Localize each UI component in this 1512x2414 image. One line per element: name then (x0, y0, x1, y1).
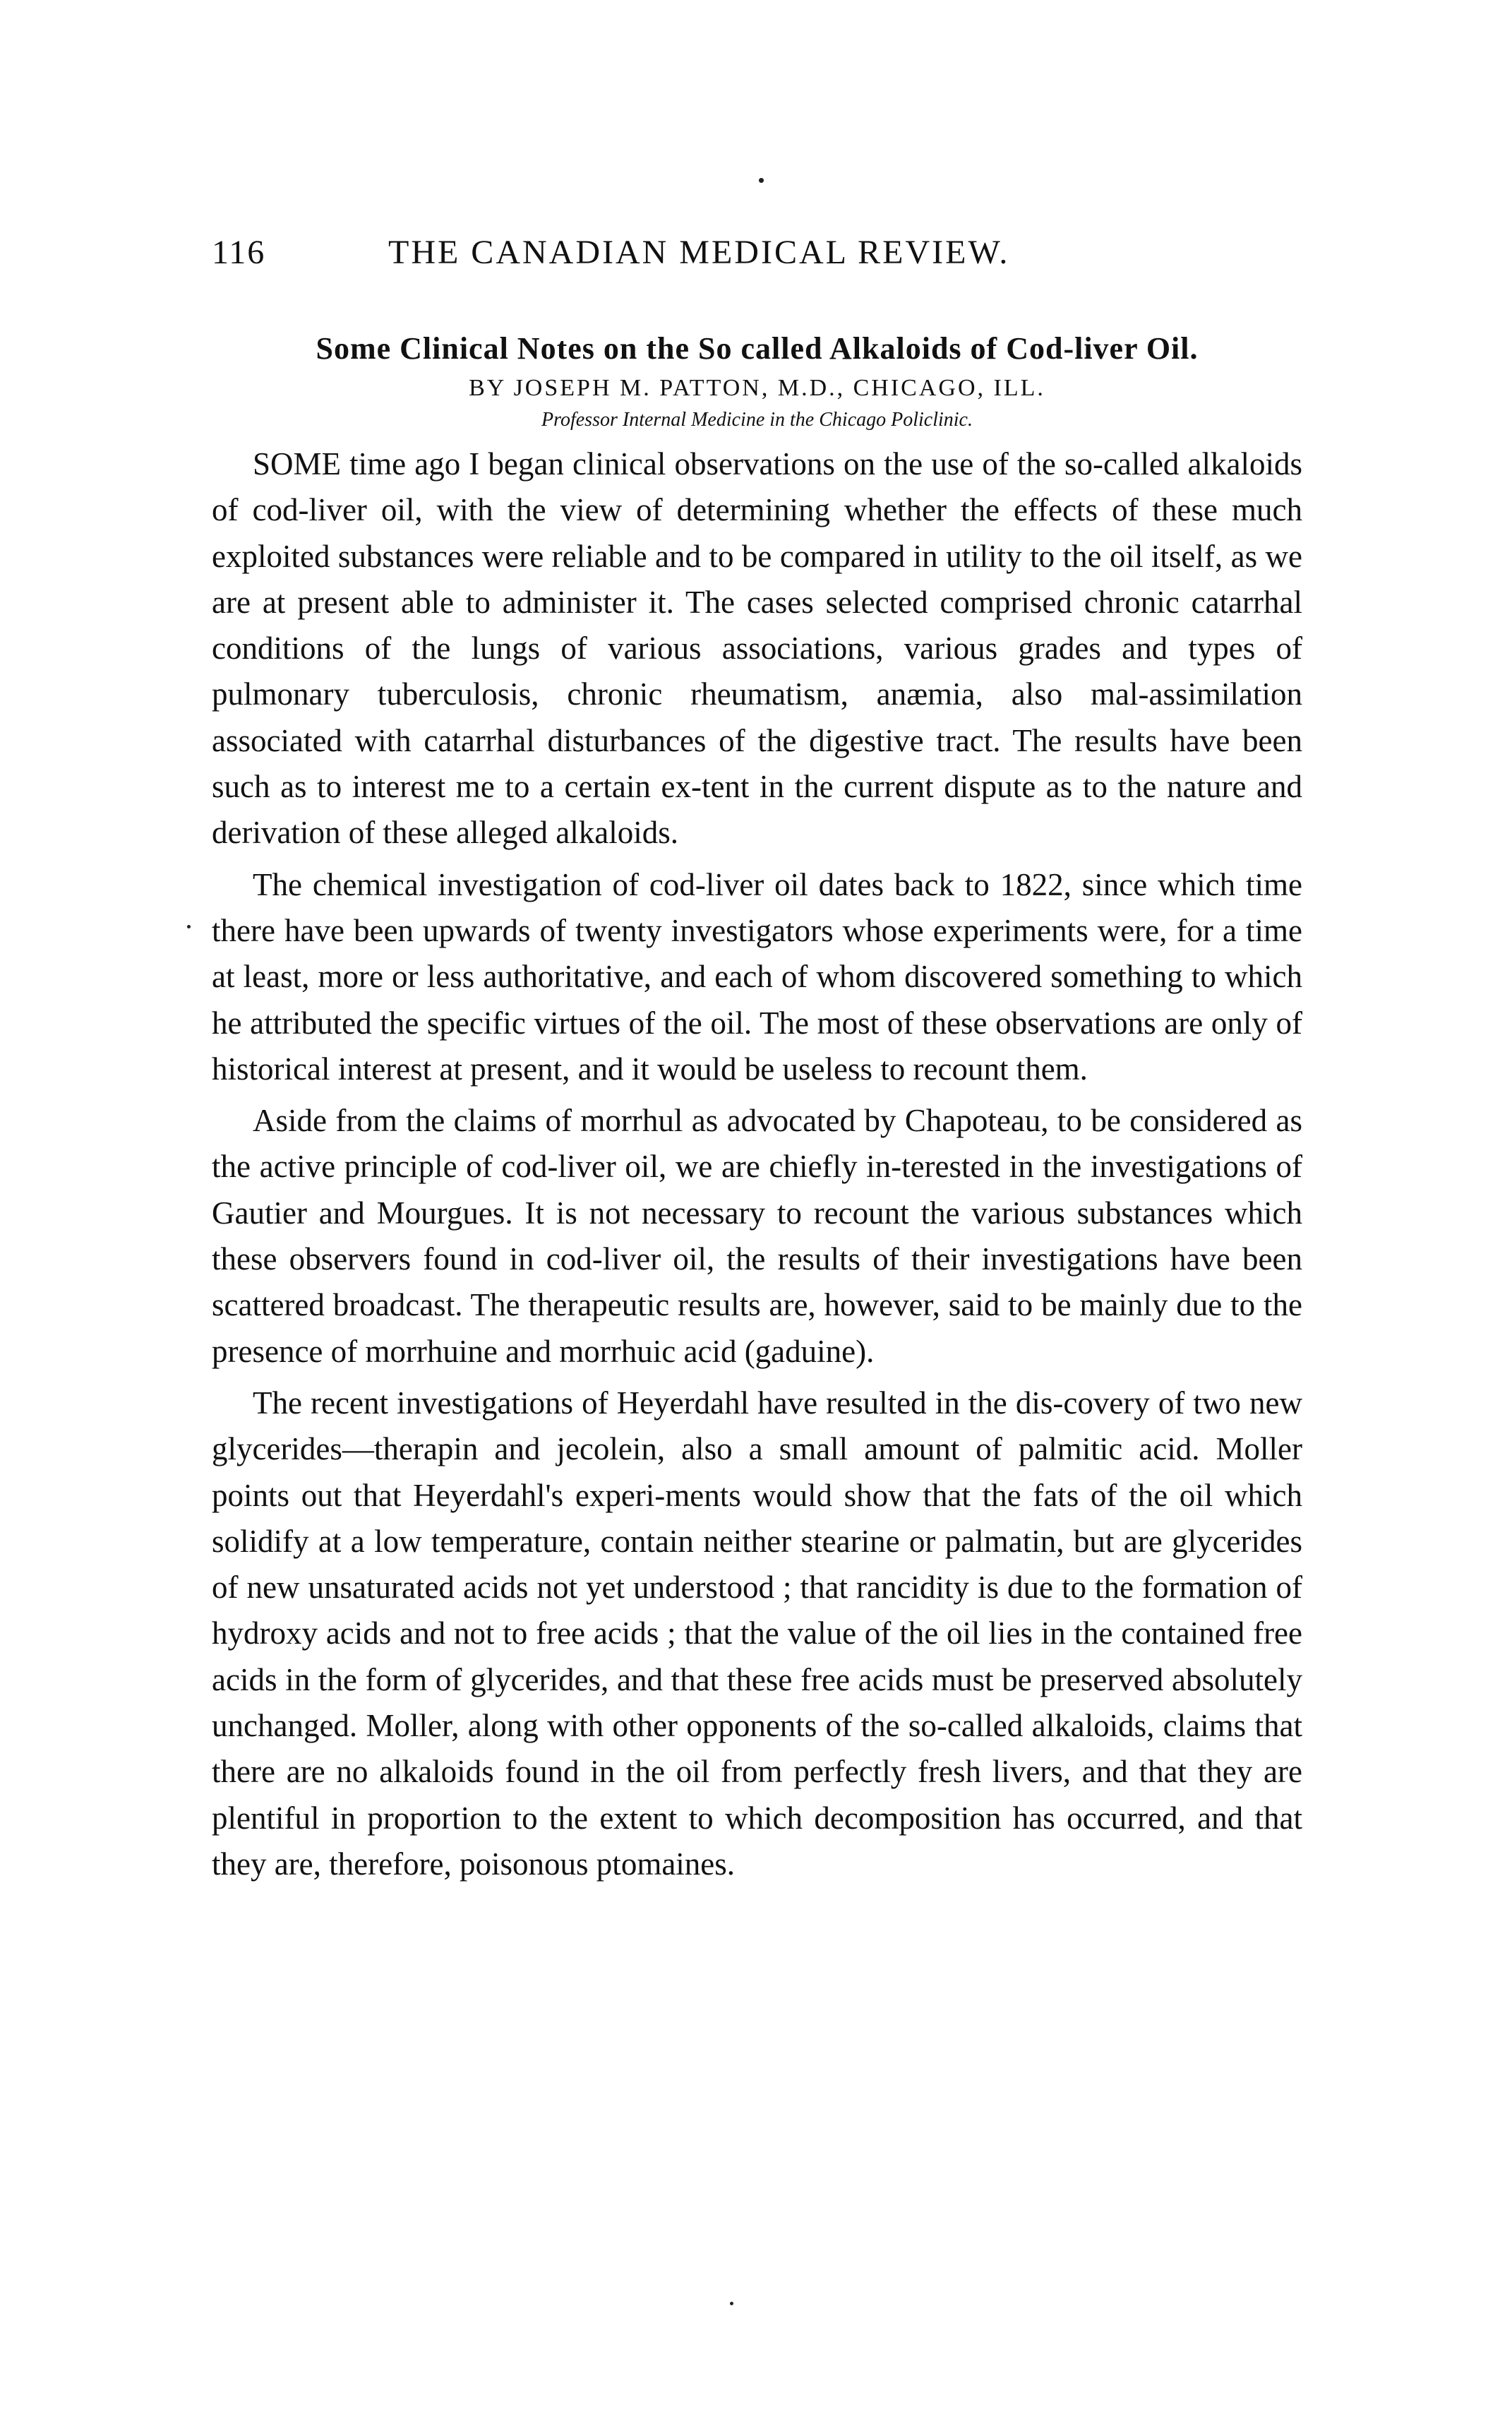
article-body (212, 441, 1302, 1887)
print-speck (759, 178, 764, 183)
paragraph-1: SOME time ago I began clinical observations on the use of the so-called alkaloids of cod-liver oil, with the view of determining whether the effects of these much exploited substances were reliable and to be compared in utility to the oil itself, as we are at present able to administer it. The cases selected comprised chronic catarrhal conditions of the lungs of various associations, various grades and types of pulmonary tuberculosis, chronic rheumatism, anæmia, also mal-assimilation associated with catarrhal disturbances of the digestive tract. The results have been such as to interest me to a certain ex-tent in the current dispute as to the nature and derivation of these alleged alkaloids. (212, 446, 1302, 851)
document-page (212, 233, 1302, 1893)
page-number: 116 (212, 234, 266, 271)
article-byline: BY JOSEPH M. PATTON, M.D., CHICAGO, ILL. (469, 375, 1045, 401)
print-speck (730, 2302, 733, 2305)
paragraph-3: Aside from the claims of morrhul as advocated by Chapoteau, to be considered as the active principle of cod-liver oil, we are chiefly in-terested in the investigations of Gautier and Mourgues. It is not necessary to recount the various substances which these observers found in cod-liver oil, the results of their investigations have been scattered broadcast. The therapeutic results are, however, said to be mainly due to the presence of morrhuine and morrhuic acid (gaduine). (212, 1103, 1302, 1369)
author-affiliation: Professor Internal Medicine in the Chicago Policlinic. (541, 409, 973, 431)
page-header (212, 233, 1302, 289)
article-title: Some Clinical Notes on the So called Alkaloids of Cod-liver Oil. (316, 331, 1199, 366)
running-head: THE CANADIAN MEDICAL REVIEW. (388, 234, 1010, 271)
print-speck (187, 925, 191, 928)
paragraph-2: The chemical investigation of cod-liver oil dates back to 1822, since which time there have been upwards of twenty investigators whose experiments were, for a time at least, more or less authoritative, and each of whom discovered something to which he attributed the specific virtues of the oil. The most of these observations are only of historical interest at present, and it would be useless to recount them. (212, 866, 1302, 1087)
paragraph-4: The recent investigations of Heyerdahl have resulted in the dis-covery of two new glycerides—therapin and jecolein, also a small amount of palmitic acid. Moller points out that Heyerdahl's experi-ments would show that the fats of the oil which solidify at a low temperature, contain neither stearine or palmatin, but are glycerides of new unsaturated acids not yet understood ; that rancidity is due to the formation of hydroxy acids and not to free acids ; that the value of the oil lies in the contained free acids in the form of glycerides, and that these free acids must be preserved absolutely unchanged. Moller, along with other opponents of the so-called alkaloids, claims that there are no alkaloids found in the oil from perfectly fresh livers, and that they are plentiful in proportion to the extent to which decomposition has occurred, and that they are, therefore, poisonous ptomaines. (212, 1385, 1302, 1882)
